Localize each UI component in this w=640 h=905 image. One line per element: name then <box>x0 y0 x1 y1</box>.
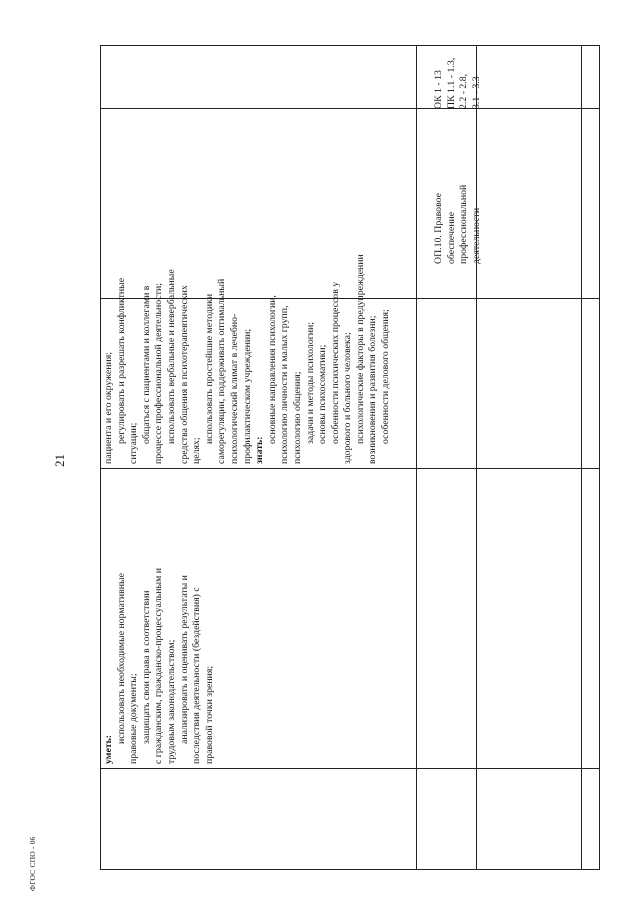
row1-line: общаться с пациентами и коллегами в <box>140 285 152 444</box>
row1-line: профилактическом учреждении; <box>241 328 253 464</box>
row1-line: психологические факторы в предупреждении <box>354 254 366 444</box>
row-separator <box>101 768 599 769</box>
row1-line: использовать вербальные и невербальные <box>165 269 177 444</box>
row2-line: правовой точки зрения; <box>203 665 215 764</box>
competences-cell <box>433 29 483 109</box>
competence-line: 3.1 - 3.3 <box>470 76 482 109</box>
row2-line: с гражданским, гражданско-процессуальным и <box>153 568 165 764</box>
column-separator <box>416 46 417 869</box>
competence-line: ОК 1 - 13 <box>433 70 444 109</box>
row2-line: последствия деятельности (бездействия) с <box>191 587 203 764</box>
competence-table <box>100 45 600 870</box>
row1-line: психологический климат в лечебно- <box>228 313 240 464</box>
discipline-line: ОП.10. Правовое <box>433 193 444 264</box>
row1-line: особенности психических процессов у <box>329 281 341 444</box>
row1-line: процессе профессиональной деятельности; <box>153 283 165 464</box>
row2-skills-text <box>103 474 216 764</box>
discipline-line: профессиональной <box>458 184 470 264</box>
row1-line: знать: <box>254 436 266 464</box>
discipline-cell <box>433 114 483 264</box>
row1-line: возникновения и развития болезни; <box>367 315 379 464</box>
row2-line: уметь: <box>103 734 114 764</box>
row1-line: психологию общения; <box>291 371 303 464</box>
row1-line: саморегуляции, поддерживать оптимальный <box>216 278 228 464</box>
row1-line: основы психосоматики; <box>317 344 329 444</box>
row2-line: использовать необходимые нормативные <box>115 573 127 744</box>
row1-line: средства общения в психотерапевтических <box>178 285 190 464</box>
page-number: 21 <box>52 454 67 467</box>
row1-line: здорового и больного человека; <box>342 332 354 464</box>
row1-line: использовать простейшие методики <box>203 293 215 444</box>
row1-skills-text <box>103 59 393 464</box>
row1-line: ситуации; <box>128 422 140 464</box>
row1-line: пациента и его окружения; <box>103 352 114 464</box>
row-separator <box>101 468 599 469</box>
row2-line: трудовым законодательством; <box>165 639 177 764</box>
discipline-line: обеспечение <box>445 211 457 264</box>
competence-line: 2.2 - 2.8, <box>458 73 470 109</box>
row1-line: особенности делового общения; <box>380 309 392 444</box>
row2-line: правовые документы; <box>128 673 140 764</box>
discipline-line: деятельности <box>470 207 482 264</box>
row1-line: задачи и методы психологии; <box>304 322 316 444</box>
row1-line: целях; <box>191 437 203 464</box>
row1-line: основные направления психологии, <box>266 295 278 444</box>
row1-line: регулировать и разрешать конфликтные <box>115 277 127 444</box>
row1-line: психологию личности и малых групп, <box>279 305 291 464</box>
row2-line: защищать свои права в соответствии <box>140 590 152 744</box>
column-separator <box>581 46 582 869</box>
row2-line: анализировать и оценивать результаты и <box>178 575 190 744</box>
competence-line: ПК 1.1 - 1.3, <box>445 57 457 109</box>
footer-code: ФГОС СПО - 06 <box>28 836 37 891</box>
